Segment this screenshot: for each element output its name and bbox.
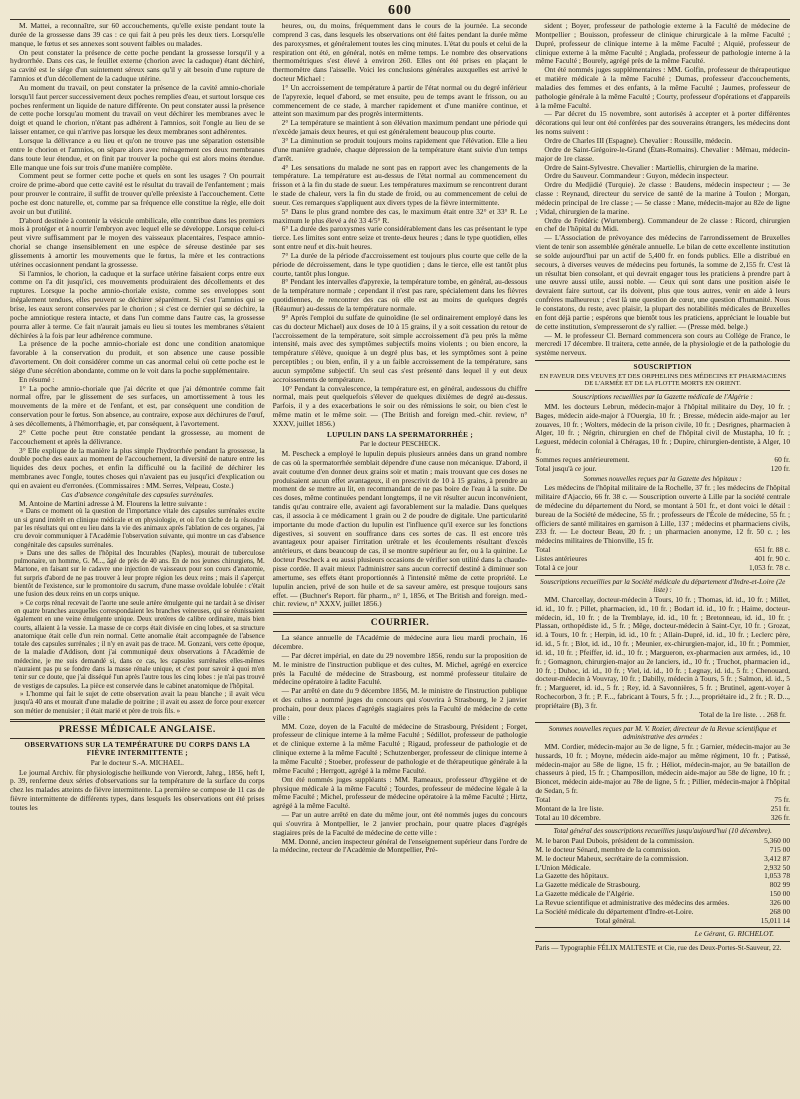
souscription-subtitle: EN FAVEUR DES VEUVES ET DES ORPHELINS DES MÉDECINS ET PHARMACIENS DE L'ARMÉE ET DE LA FLOTTE MORTS EN ORIENT. — [539, 372, 787, 388]
donor-list: MM. les docteurs Lebrun, médecin-major à l'hôpital militaire du Dey, 10 fr. ; Bages, médecin aide-major à l'Ouergia, 10 fr. ; Bresse, médecin aide-major au 1er zouaves, 10 fr. ; Wolters, médecin de la prison civile, 10 fr. ; Desrignes, pharmacien à Alger, 10 fr. ; Négrin, chirurgien en chef de l'hôpital civil de Mustapha, 10 fr. ; Leguest, médecin colonial à Chéragas, 10 fr. ; Dupire, chirurgien-dentiste, à Alger, 10 fr. — [535, 401, 791, 456]
quoted-letter: « Dans ce moment où la question de l'importance vitale des capsules surrénales excite un si grand intérêt en clinique médicale et en physiologie, et où l'on tâche de la résoudre par les résultats qui ont eu lieu dans la vie des animaux après l'ablation de ces organes, j'ai cru devoir communiquer à l'Académie l'observation suivante, qui montre un cas d'absence congénitale des capsules surrénales. — [14, 508, 265, 549]
ledger-row — [535, 465, 790, 474]
ledger-label: La Revue scientifique et administrative des médecins des armées. — [535, 897, 730, 907]
paragraph: Lorsque la délivrance a eu lieu et qu'on ne trouve pas une séparation ostensible entre le chorion et l'amnios, on sépare alors avec ménagement ces deux membranes dans toute leur étendue, et on finit par trouver la poche qui est alors moins étendue. Elle manque une fois sur trois d'une manière complète. — [10, 135, 265, 172]
quoted-letter: » Dans une des salles de l'hôpital des Incurables (Naples), mourait de tuberculose pulmonaire, un homme, G. M..., âgé de près de 40 ans. En de nos jeunes chirurgiens, M. Martone, en faisant sur le cadavre une injection de vaisseaux pour son cours d'anatomie, fut surpris d'abord de ne pas trouver à leur propre région les deux reins ; mais il s'aperçut bientôt de l'existence, sur le promontoire du sacrum, d'une masse ovoïdale lobulée : c'était une fusion des deux reins en un corps unique. — [14, 549, 265, 599]
column-2 — [273, 22, 528, 1090]
ledger-label: Montant de la 1re liste. — [535, 803, 604, 813]
ledger-label: Total jusqu'à ce jour. — [535, 463, 597, 473]
donor-list: Les médecins de l'hôpital militaire de la Rochelle, 37 fr. ; les médecins de l'hôpital militaire d'Ajaccio, 66 fr. 38 c. — Souscription ouverte à Lille par la société centrale de médecine du département du Nord, se montant à 501 fr., et dont voici le détail : bureau de la Société de médecine, 55 fr. ; professeurs de l'École de médecine, 55 fr. ; officiers de santé militaires en garnison à Lille, 137 ; médecins et pharmaciens civils, 233 fr. — Le docteur Beau, 20 fr. ; un pharmacien anonyme, 12 fr. 50 c. ; les médecins militaires de Thionville, 15 fr. — [535, 483, 791, 546]
paragraph: Ont été nommés juges supplémentaires : MM. Golfin, professeur de thérapeutique et matière médicale à la même Faculté ; Dumas, professeur d'accouchements, maladies des femmes et des enfants, à la même Faculté ; Jaumes, professeur de pathologie générale à la même Faculté ; Courty, professeur d'opérations et d'appareils à la même Faculté. — [535, 65, 791, 110]
columns — [10, 22, 790, 1090]
ledger-amount: 150 00 — [769, 889, 791, 899]
paragraph: — Par un autre arrêté en date du même jour, ont été nommés juges du concours qui s'ouvrira à Montpellier, le 2 janvier prochain, pour quatre places d'agrégés stagiaires près de la Faculté de médecine de cette ville : — [272, 810, 528, 837]
ledger-label: Sommes reçues antérieurement. — [535, 454, 630, 464]
section-divider — [10, 719, 265, 722]
numbered-point: 2° La température se maintient à son élévation maximum pendant une période qui n'excède jamais deux heures, et qui est généralement beaucoup plus courte. — [272, 118, 528, 137]
ledger-amount: 2,932 50 — [764, 862, 791, 872]
paragraph: — Par décret impérial, en date du 29 novembre 1856, rendu sur la proposition de M. le ministre de l'instruction publique et des cultes, M. Michel, agrégé en exercice près la Faculté de médecine de Strasbourg, est nommé professeur titulaire de médecine opératoire à ladite Faculté. — [272, 650, 528, 687]
section-subtitle-absence: Cas d'absence congénitale des capsules surrénales. — [61, 489, 214, 499]
list-heading-algerie: Souscriptions recueillies par la Gazette médicale de l'Algérie : — [572, 393, 753, 402]
column-3 — [535, 22, 790, 1090]
list-heading-indre: Souscriptions recueillies par la Société médicale du département d'Indre-et-Loire (2e liste) : — [540, 577, 786, 595]
ledger-amount: 268 00 — [769, 906, 791, 916]
ledger-label: Total — [535, 794, 551, 804]
divider — [535, 575, 790, 576]
ledger-label: Total — [535, 545, 551, 555]
paragraph: Ordre de Frédéric (Wurtemberg). Commandeur de 2e classe : Ricord, chirurgien en chef de l'hôpital du Midi. — [535, 215, 791, 234]
printer-imprint: Paris — Typographie FÉLIX MALTESTE et Cie, rue des Deux-Portes-St-Sauveur, 22. — [535, 944, 782, 953]
ledger-label: L'Union Médicale. — [535, 862, 591, 872]
article-byline: Par le docteur PESCHECK. — [359, 440, 441, 449]
section-heading-presse: PRESSE MÉDICALE ANGLAISE. — [58, 724, 216, 735]
ledger-amount: 120 fr. — [770, 463, 791, 473]
ledger-label: M. le docteur Maheux, secrétaire de la commission. — [535, 853, 689, 863]
section-heading-souscription: SOUSCRIPTION — [633, 363, 692, 372]
ledger-amount: 251 fr. — [770, 803, 791, 813]
numbered-point: 3° Elle explique de la manière la plus simple l'hydrorrhée pendant la grossesse, la double poche des eaux au moment de l'accouchement, la diversité de nature entre les liquides des deux poches, et enfin la difficulté ou la facilité de déchirer les membranes avec l'ongle, toutes choses qui n'avaient pas eu jusqu'ici d'explication ou qui en avaient eu d'erronées. (Commissaires : MM. Serres, Velpeau, Coste.) — [10, 445, 265, 490]
section-heading-courrier: COURRIER. — [370, 618, 430, 629]
numbered-point: 1° La poche amnio-choriale que j'ai décrite et que j'ai démontrée comme fait normal offre, par le glissement de ses surfaces, un amortissement à tous les mouvements de la mère et de l'enfant, et est, par conséquent une condition de conservation pour le fœtus. Son absence, au contraire, expose aux déchirures de l'œuf, à ses décollements, à l'hémorrhagie, et, par conséquent, à l'avortement. — [10, 383, 265, 428]
numbered-point: 8° Pendant les intervalles d'apyrexie, la température tombe, en général, au-dessous de la température normale ; cependant il n'est pas rare, spécialement dans les fièvres quotidiennes, de rencontrer des cas où elle est au moins de quelques degrés (Réaumur) au-dessus de la température normale. — [272, 277, 528, 313]
paragraph: Au moment du travail, on peut constater la présence de la cavité amnio-choriale lorsqu'il faut percer successivement deux poches remplies d'eau, et surtout lorsque ces poches renferment un liquide de nature différente. On peut constater aussi la présence de cette poche lorsqu'au moment du travail on veut déchirer les membranes avec le doigt et quand le chorion, n'étant pas adhérent à l'amnios, soit l'ongle au lieu de se laisser entamer, ce qui n'arrive pas lorsque les deux membranes sont adhérentes. — [10, 82, 265, 137]
ledger-amount: 326 fr. — [770, 812, 791, 822]
paragraph: M. Mattei, a reconnaître, sur 60 accouchements, qu'elle existe pendant toute la durée de la grossesse dans 39 cas : ce qui fait à peu près les deux tiers. Lorsqu'elle manque, le fœtus et ses annexes sont souvent faibles ou malades. — [10, 22, 265, 48]
article-title-temperature: OBSERVATIONS SUR LA TEMPÉRATURE DU CORPS DANS LA FIÈVRE INTERMITTENTE ; — [24, 740, 251, 758]
ledger-label: La Gazette médicale de l'Algérie. — [535, 889, 635, 899]
numbered-point: 1° Un accroissement de température à partir de l'état normal ou du degré inférieur de l'apyrexie, lequel d'abord, se met ensuite, peu de temps avant le frisson, ou au commencement de ce stade, à marcher rapidement et d'une manière continue, et atteint son maximum par des progrès intermittents. — [272, 82, 528, 119]
divider — [273, 631, 528, 632]
page-number: 600 — [388, 3, 412, 18]
paragraph: La présence de la poche amnio-choriale est donc une condition anatomique favorable à la conservation du produit, et son absence une cause possible d'avortement. On doit considérer comme un cas anormal celui où cette poche est le siége d'une sécrétion abondante, comme on le voit dans la poche supplémentaire. — [10, 339, 265, 375]
ledger-algerie — [535, 456, 790, 474]
ledger-label: M. le baron Paul Dubois, président de la commission. — [535, 836, 695, 845]
paragraph: — L'Association de prévoyance des médecins de l'arrondissement de Bruxelles vient de tenir son assemblée générale annuelle. Le bilan de cette excellente institution se solde aujourd'hui par un actif de 5,400 fr. en fonds publics. Elle a distribué en secours, à diverses veuves de médecins peu fortunés, la somme de 2,155 fr. C'est là un résultat bien consolant, et qui devrait engager tous les praticiens à prendre part à une œuvre aussi utile, aussi noble. — Ceux qui sont dans une position aisée le devraient faire surtout, car ils doivent, plus que tous autres, venir en aide à leurs confrères malheureux ; c'est là une question de cœur, une question d'humanité. Nous le constatons, du reste, avec plaisir, la plupart des notabilités médicales de Bruxelles en font déjà partie ; espérons que bientôt tous les praticiens, appréciant le louable but de cette institution, s'empresseront de s'y rallier. — (Presse méd. belge.) — [535, 233, 791, 331]
ledger-amount: 802 99 — [769, 880, 791, 890]
donor-list: MM. Cordier, médecin-major au 3e de ligne, 5 fr. ; Garnier, médecin-major au 3e hussards, 10 fr. ; Moyne, médecin aide-major au même régiment, 10 fr. ; Patissé, médecin-major au 58e de ligne, 15 fr. ; Héliot, médecin-major, au 9e bataillon de chasseurs à pied, 15 fr. ; Champosillon, médecin aide-major au 58e de ligne, 10 fr. ; Bioncet, médecin aide-major au 78e de ligne, 5 fr. ; Pillier, médecin-major à l'hôpital de Sedan, 5 fr. — [535, 741, 791, 796]
ledger-amount: 5,360 00 — [764, 836, 791, 845]
divider — [535, 360, 790, 361]
divider — [535, 390, 790, 391]
ledger-row — [535, 814, 790, 823]
paragraph: La séance annuelle de l'Académie de médecine aura lieu mardi prochain, 16 décembre. — [272, 633, 528, 652]
paragraph: Ordre de Saint-Grégoire-le-Grand (États-Romains). Chevalier : Mêmau, médecin-major de 1re classe. — [535, 144, 791, 163]
article-title-lupulin: LUPULIN DANS LA SPERMATORRHÉE ; — [327, 430, 474, 439]
header-rule — [10, 19, 790, 20]
ledger-amount: 1,053 78 — [764, 871, 791, 881]
paragraph: Ordre du Sauveur. Commandeur : Guyon, médecin inspecteur. — [544, 171, 729, 181]
divider — [535, 824, 790, 825]
ledger-general — [535, 837, 790, 925]
paragraph: M. Antoine de Martini adresse à M. Flourens la lettre suivante : — [19, 498, 207, 508]
numbered-point: 7° La durée de la période d'accroissement est toujours plus courte que celle de la période de décroissement, dans le type quotidien ; dans le tierce, elle est tantôt plus courte, tantôt plus longue. — [272, 250, 528, 278]
quoted-letter: » L'homme qui fait le sujet de cette observation avait la peau blanche ; il avait vécu jusqu'à 40 ans et mourait d'une maladie de poitrine ; il avait eu assez de force pour exercer son métier de menuisier ; il était marié et père de trois fils. » — [14, 690, 265, 715]
divider — [10, 738, 265, 739]
list-heading-revue: Sommes nouvelles reçues par M. V. Rozier, directeur de la Revue scientifique et administrative des armées : — [548, 724, 777, 742]
paragraph: M. Pescheck a employé le lupulin depuis plusieurs années dans un grand nombre de cas où la spermatorrhée semblait dépendre d'une cause non mécanique. D'abord, il avait coutume d'en donner deux grains soir et matin ; mais trouvant que ces doses ne produisaient aucun effet avantageux, il en prescrivit de 10 à 15 grains, à prendre au moment de se mettre au lit, en recommandant de ne pas boire de l'eau à la suite. De ces doses, même continuées pendant longtemps, il ne vit résulter aucun inconvénient, tandis qu'au contraire elle, avaient agi favorablement sur la maladie. Dans quelques cas, il associa à ce médicament 1 grain ou 2 de poudre de digitale. Une particularité importante du mode d'action du lupulin est l'influence qu'il exerce sur les fonctions digestives, si souvent en souffrance dans ces sortes de cas. Il est encore très avantageux pour apaiser l'irritation urétrale et les écoulements résultant d'excès antérieurs, et dans beaucoup de cas, il se montre supérieur au fer, ou à la quinine. Le docteur Pescheck a eu aussi plusieurs occasions de vérifier son utilité dans la chaude-pisse cordée. Il avait mieux l'administrer sans aucun correctif destiné à diminuer son amertume, ses effets étant proportionnés à l'intensité même de cette propriété. Le lupulin ancien, privé de son huile et de sa saveur amère, est presque toujours sans effet. — (Buchner's Report. für pharm., n° 1, 1856, et The British and foreign. med.-chir. review, n° XXXV, juillet 1856.) — [272, 449, 528, 609]
paragraph: Ont été nommés juges suppléants : MM. Rameaux, professeur d'hygiène et de physique médicale à la même Faculté ; Tourdes, professeur de médecine légale à la même Faculté ; Michel, professeur de médecine opératoire à la même Faculté ; Hirtz, agrégé à la même Faculté. — [272, 774, 528, 811]
ledger-row — [535, 917, 790, 926]
paragraph: sident ; Boyer, professeur de pathologie externe à la Faculté de médecine de Montpellier ; Bouisson, professeur de clinique chirurgicale à la même Faculté ; Dupré, professeur de clinique interne à la même Faculté ; Alquié, professeur de clinique externe à la même Faculté ; Anglada, professeur de pathologie interne à la même Faculté ; Bourely, agrégé près de la même Faculté. — [535, 22, 791, 66]
paragraph: Le journal Archiv. für physiologische heilkunde von Vierordt, Jahrg., 1856, heft I, p. 39, renferme deux séries d'observations sur la température de la surface du corps chez les malades atteints de fièvre intermittente. La première se compose de 11 cas de fièvre intermittente de différents types, dans lesquels les observations ont été prises toutes les — [10, 767, 265, 812]
ledger-amount: 15,011 14 — [760, 915, 791, 925]
numbered-point: 4° Les sensations du malade ne sont pas en rapport avec les changements de la température. La température est au-dessus de l'état normal au commencement du frisson et à la fin du stade de sueur. Les températures maximum se rencontrent durant le stade de chaleur, vers la fin du stade de froid, ou au commencement de celui de sueur. Ces remarques s'appliquent aux divers types de la fièvre intermittente. — [272, 162, 528, 207]
article-byline: Par le docteur S.-A. MICHAEL. — [90, 759, 184, 768]
numbered-point: 3° La diminution se produit toujours moins rapidement que l'élévation. Elle a lieu d'une manière graduée, chaque dépression de la température étant suivie d'un temps d'arrêt. — [272, 135, 528, 163]
divider — [535, 941, 790, 942]
ledger-label: Listes antérieures — [535, 553, 588, 563]
paragraph: — Par arrêté en date du 9 décembre 1856, M. le ministre de l'instruction publique et des cultes a nommé juges du concours qui s'ouvrira à Strasbourg, le 2 janvier prochain, pour deux places d'agrégés stagiaires près la Faculté de médecine de cette ville : — [272, 686, 528, 722]
numbered-point: 2° Cette poche peut être constatée pendant la grossesse, au moment de l'accouchement et après la délivrance. — [10, 427, 265, 446]
ledger-total: Total de la 1re liste. . . 268 fr. — [699, 709, 787, 719]
ledger-amount: 651 fr. 88 c. — [754, 545, 791, 555]
quoted-letter: » Ce corps rénal recevait de l'aorte une seule artère émulgente qui ne tardait à se diviser en quatre branches auxquelles correspondaient les branches veineuses, qui se réunissaient également en une veine émulgente unique. Deux uretères de calibre ordinaire, mais bien courts, allaient à la vessie. La masse de ce corps était divisée en cinq lobes, et sa structure anatomique était celle d'un rein normal. Cette anomalie était accompagnée de l'absence totale des capsules surrénales ; il n'y en avait pas de trace. M. Gonzani, vers cette époque, de la maladie d'Addison, dont j'ai communiqué deux observations à l'Académie de médecine, je me suis demandé si, dans ce cas, les capsules surrénales elles-mêmes n'auraient pas pu se fondre dans la masse rénale unique, et c'est pour savoir à quoi m'en tenir sur ce doute, que j'ai disséqué l'un après l'autre tous les cinq lobes : je n'ai pas trouvé de vestiges de capsules. La pièce est conservée dans le cabinet anatomique de l'hôpital. — [14, 599, 265, 690]
ledger-amount: 715 00 — [769, 844, 791, 854]
divider — [535, 927, 790, 928]
donor-list: MM. Charcellay, docteur-médecin à Tours, 10 fr. ; Thomas, id. id., 10 fr. ; Millet, id. id., 10 fr. ; Pillet, pharmacien, id., 10 fr. ; Bodart id. id., 10 fr. ; Haime, docteur-médecin, id., 10 fr. ; de la Tremblaye, id. id., 10 fr. ; Bretonneau, id. id., 10 fr. ; Plassan, orthopédiste id., 5 fr. ; Mêge, docteur-médecin à Saint-Cyr, 10 fr. ; Grozat, id. à Tours, 10 fr. ; Herpin, id. id., 10 fr. ; Allain-Dupré, id. id., 10 fr. ; Leclerc père, id. id., 5 fr. ; Blot, id. id., 10 fr. ; Meunier, ex-chirurgien-major, id., 10 fr. ; Pommier, id. id., 10 fr. ; Pfeiffer, id. id., 10 fr. ; Margueron, ex-pharmacien aux armées, id., 10 fr. ; Gomagnon, chirurgien-major au 2e lanciers, id., 10 fr. ; Truchot, pharmacien id., 10 fr. ; Duhoc, id. id., 10 fr. ; Viel, id. id., 10 fr. ; Legnay, id. id., 5 fr. ; Chenouard, docteur-médecin à Vouvray, 10 fr. ; Dabilly, médecin à Tours, 5 fr. ; Salmon, id. id., 5 fr. ; Margueret, id. id., 5 fr. ; Rey, id. à Savonnières, 5 fr. ; Brutinel, agent-voyer à Rochecorbon, 3 fr. ; P. F..., fabricant à Tours, 5 fr. ; J..., propriétaire id., 2 fr. ; R. D..., propriétaire (B), 3 fr. — [535, 594, 791, 710]
paragraph: Comment peut se former cette poche et quels en sont les usages ? On pourrait croire de prime-abord que cette cavité est le résultat du travail de l'enfantement ; mais pour prouver le contraire, il suffit de trouver qu'elle préexiste à l'accouchement. Cette poche est donc naturelle, et, comme par sa fréquence elle constitue la règle, elle doit avoir un but d'utilité. — [10, 171, 265, 216]
paragraph: — M. le professeur Cl. Bernard commencera son cours au Collége de France, le mercredi 17 décembre. Il traitera, cette année, de la physiologie et de la pathologie du système nerveux. — [535, 330, 791, 358]
ledger-amount: 401 fr. 90 c. — [754, 553, 791, 563]
paragraph: Ordre du Medjidié (Turquie). 2e classe : Baudens, médecin inspecteur ; — 3e classe : Reynaud, directeur du service de santé de la marine à Toulon ; Morgan, médecin principal de 1re classe ; — 5e classe : Mane, médecin-major au 82e de ligne ; Vidal, chirurgien de la marine. — [535, 180, 791, 216]
divider — [535, 722, 790, 723]
ledger-label: La Gazette médicale de Strasbourg. — [535, 880, 641, 890]
ledger-row — [535, 908, 790, 917]
numbered-point: 6° La durée des paroxysmes varie considérablement dans les cas présentant le type tierce. Les limites sont entre seize et trente-deux heures ; dans le type quotidien, elles sont entre neuf et dix-huit heures. — [272, 224, 528, 252]
paragraph: Si l'amnios, le chorion, la caduque et la surface utérine faisaient corps entre eux comme on l'a dit jusqu'ici, ces mouvements produiraient des décollements et des ruptures. Lorsque la poche amnio-choriale existe, comme ses enveloppes sont inégalement tendues, elles peuvent se déchirer séparément. Si c'est l'amnios qui se brise, les eaux seront conservées par le chorion ; si c'est ce dernier qui se déchire, la poche amniotique restera intacte, et dans l'un comme dans l'autre cas, la grossesse pourra aller à terme. Ce fait n'aurait jamais eu lieu si toutes les membranes s'étaient déchirées à la fois par leur adhérence commune. — [10, 268, 265, 340]
paragraph: MM. Donné, ancien inspecteur général de l'enseignement supérieur dans l'ordre de la médecine, recteur de l'Académie de Montpellier, Pré- — [272, 836, 528, 855]
section-divider — [273, 612, 528, 615]
numbered-point: 5° Dans le plus grand nombre des cas, le maximum était entre 32° et 33° R. Le maximum le plus élevé a été 33 4/5° R. — [272, 206, 528, 225]
ledger-amount: 75 fr. — [774, 794, 791, 804]
ledger-label: Total à ce jour — [535, 562, 578, 572]
paragraph: D'abord destinée à contenir la vésicule ombilicale, elle contribue dans les premiers mois à protéger et à nourrir l'embryon avec lequel elle se développe. Lorsque celui-ci peut vivre suffisamment par le moyen des vaisseaux placentaires, l'espace amnio-chorial se change insensiblement en une espèce de séreuse destinée par ses glissements à amortir les mouvements que le fœtus, la mère et les contractions utérines occasionnent pendant la grossesse. — [10, 215, 265, 269]
list-heading-general: Total général des souscriptions recueillies jusqu'aujourd'hui (10 décembre). — [553, 827, 772, 836]
signature-gerant: Le Gérant, G. RICHELOT. — [694, 929, 775, 939]
column-1 — [10, 22, 265, 1090]
ledger-label: M. le docteur Sénard, membre de la commission. — [535, 844, 681, 854]
paragraph: On peut constater la présence de cette poche pendant la grossesse lorsqu'il y a hydrorrhée. Dans ces cas, le feuillet externe (chorion avec la caduque) étant déchiré, sa cavité est le siége d'un suintement séreux sans qu'il y ait besoin d'une rupture de l'amnios et d'un décollement de la caduque utérine. — [10, 47, 265, 84]
paragraph: heures, ou, du moins, fréquemment dans le cours de la journée. La seconde comprend 3 cas, dans lesquels les observations ont été faites pendant la durée même des paroxysmes, et généralement toutes les cinq minutes. L'état du pouls et celui de la respiration ont été, en général, notés en même temps. Le nombre des observations thermométriques s'est élevé à environ 260. Elles ont été prises en plaçant le thermomètre dans l'aisselle. Voici les conclusions générales auxquelles est arrivé le docteur Michael : — [272, 22, 528, 84]
ledger-label: La Gazette des hôpitaux. — [535, 871, 609, 881]
paragraph: Ordre de Charles III (Espagne). Chevalier : Roussille, médecin. — [544, 135, 733, 145]
paragraph: Ordre de Saint-Sylvestre. Chevalier : Martiellis, chirurgien de la marine. — [544, 162, 759, 172]
ledger-hopitaux — [535, 546, 790, 573]
ledger-label: La Société médicale du département d'Indre-et-Loire. — [535, 906, 694, 916]
numbered-point: 10° Pendant la convalescence, la température est, en général, audessous du chiffre normal, mais peut quelquefois s'élever de quelques dixièmes de degré au-dessus. Parfois, il y a des exacerbations le soir ou des rémissions le soir, ou bien c'est le même matin et le même soir. — (The British and foreign med.-chir. review, n° XXXV, juillet 1856.) — [272, 383, 528, 428]
ledger-row — [535, 564, 790, 573]
ledger-amount: 1,053 fr. 78 c. — [748, 562, 791, 572]
paragraph: MM. Coze, doyen de la Faculté de médecine de Strasbourg, Président ; Forget, professeur de clinique interne à la même Faculté ; Sédillot, professeur de pathologie et de clinique externe à la même Faculté ; Rigaud, professeur de pathologie et de clinique externe à la même Faculté ; Schutzenberger, professeur de clinique interne à la même Faculté ; Stoeber, professeur de pathologie et de thérapeutique générale à la même Faculté ; Herrgott, agrégé à la même Faculté. — [272, 721, 528, 775]
paragraph: En résumé : — [19, 374, 55, 384]
ledger-revue — [535, 796, 790, 823]
paragraph: — Par décret du 15 novembre, sont autorisés à accepter et à porter différentes décorations qui leur ont été conférées par des souverains étrangers, les médecins dont les noms suivent : — [535, 109, 791, 137]
ledger-label: Total au 10 décembre. — [535, 812, 601, 822]
list-heading-hopitaux: Sommes nouvelles reçues par la Gazette des hôpitaux : — [583, 474, 742, 483]
ledger-amount: 60 fr. — [774, 454, 791, 464]
ledger-amount: 326 00 — [769, 897, 791, 907]
numbered-point: 9° Après l'emploi du sulfate de quinoïdine (le sel ordinairement employé dans les cas du docteur Michael) aux doses de 10 à 15 grains, il y a soit cessation du retour de l'accroissement de la température, soit simple accroissement d'à peu près la même intensité, mais avec des symptômes subjectifs moins violents ; ou bien encore, la température s'élève, quoique à un degré plus bas, et les symptômes sont à peine perceptibles ; ou bien, enfin, il y a un faible accroissement de la température, sans aucun symptôme subjectif. Un seul cas s'est présenté dans lequel il y eut deux accroissements de température. — [272, 312, 528, 384]
ledger-label: Total général. — [595, 915, 636, 925]
ledger-amount: 3,412 87 — [764, 853, 791, 863]
